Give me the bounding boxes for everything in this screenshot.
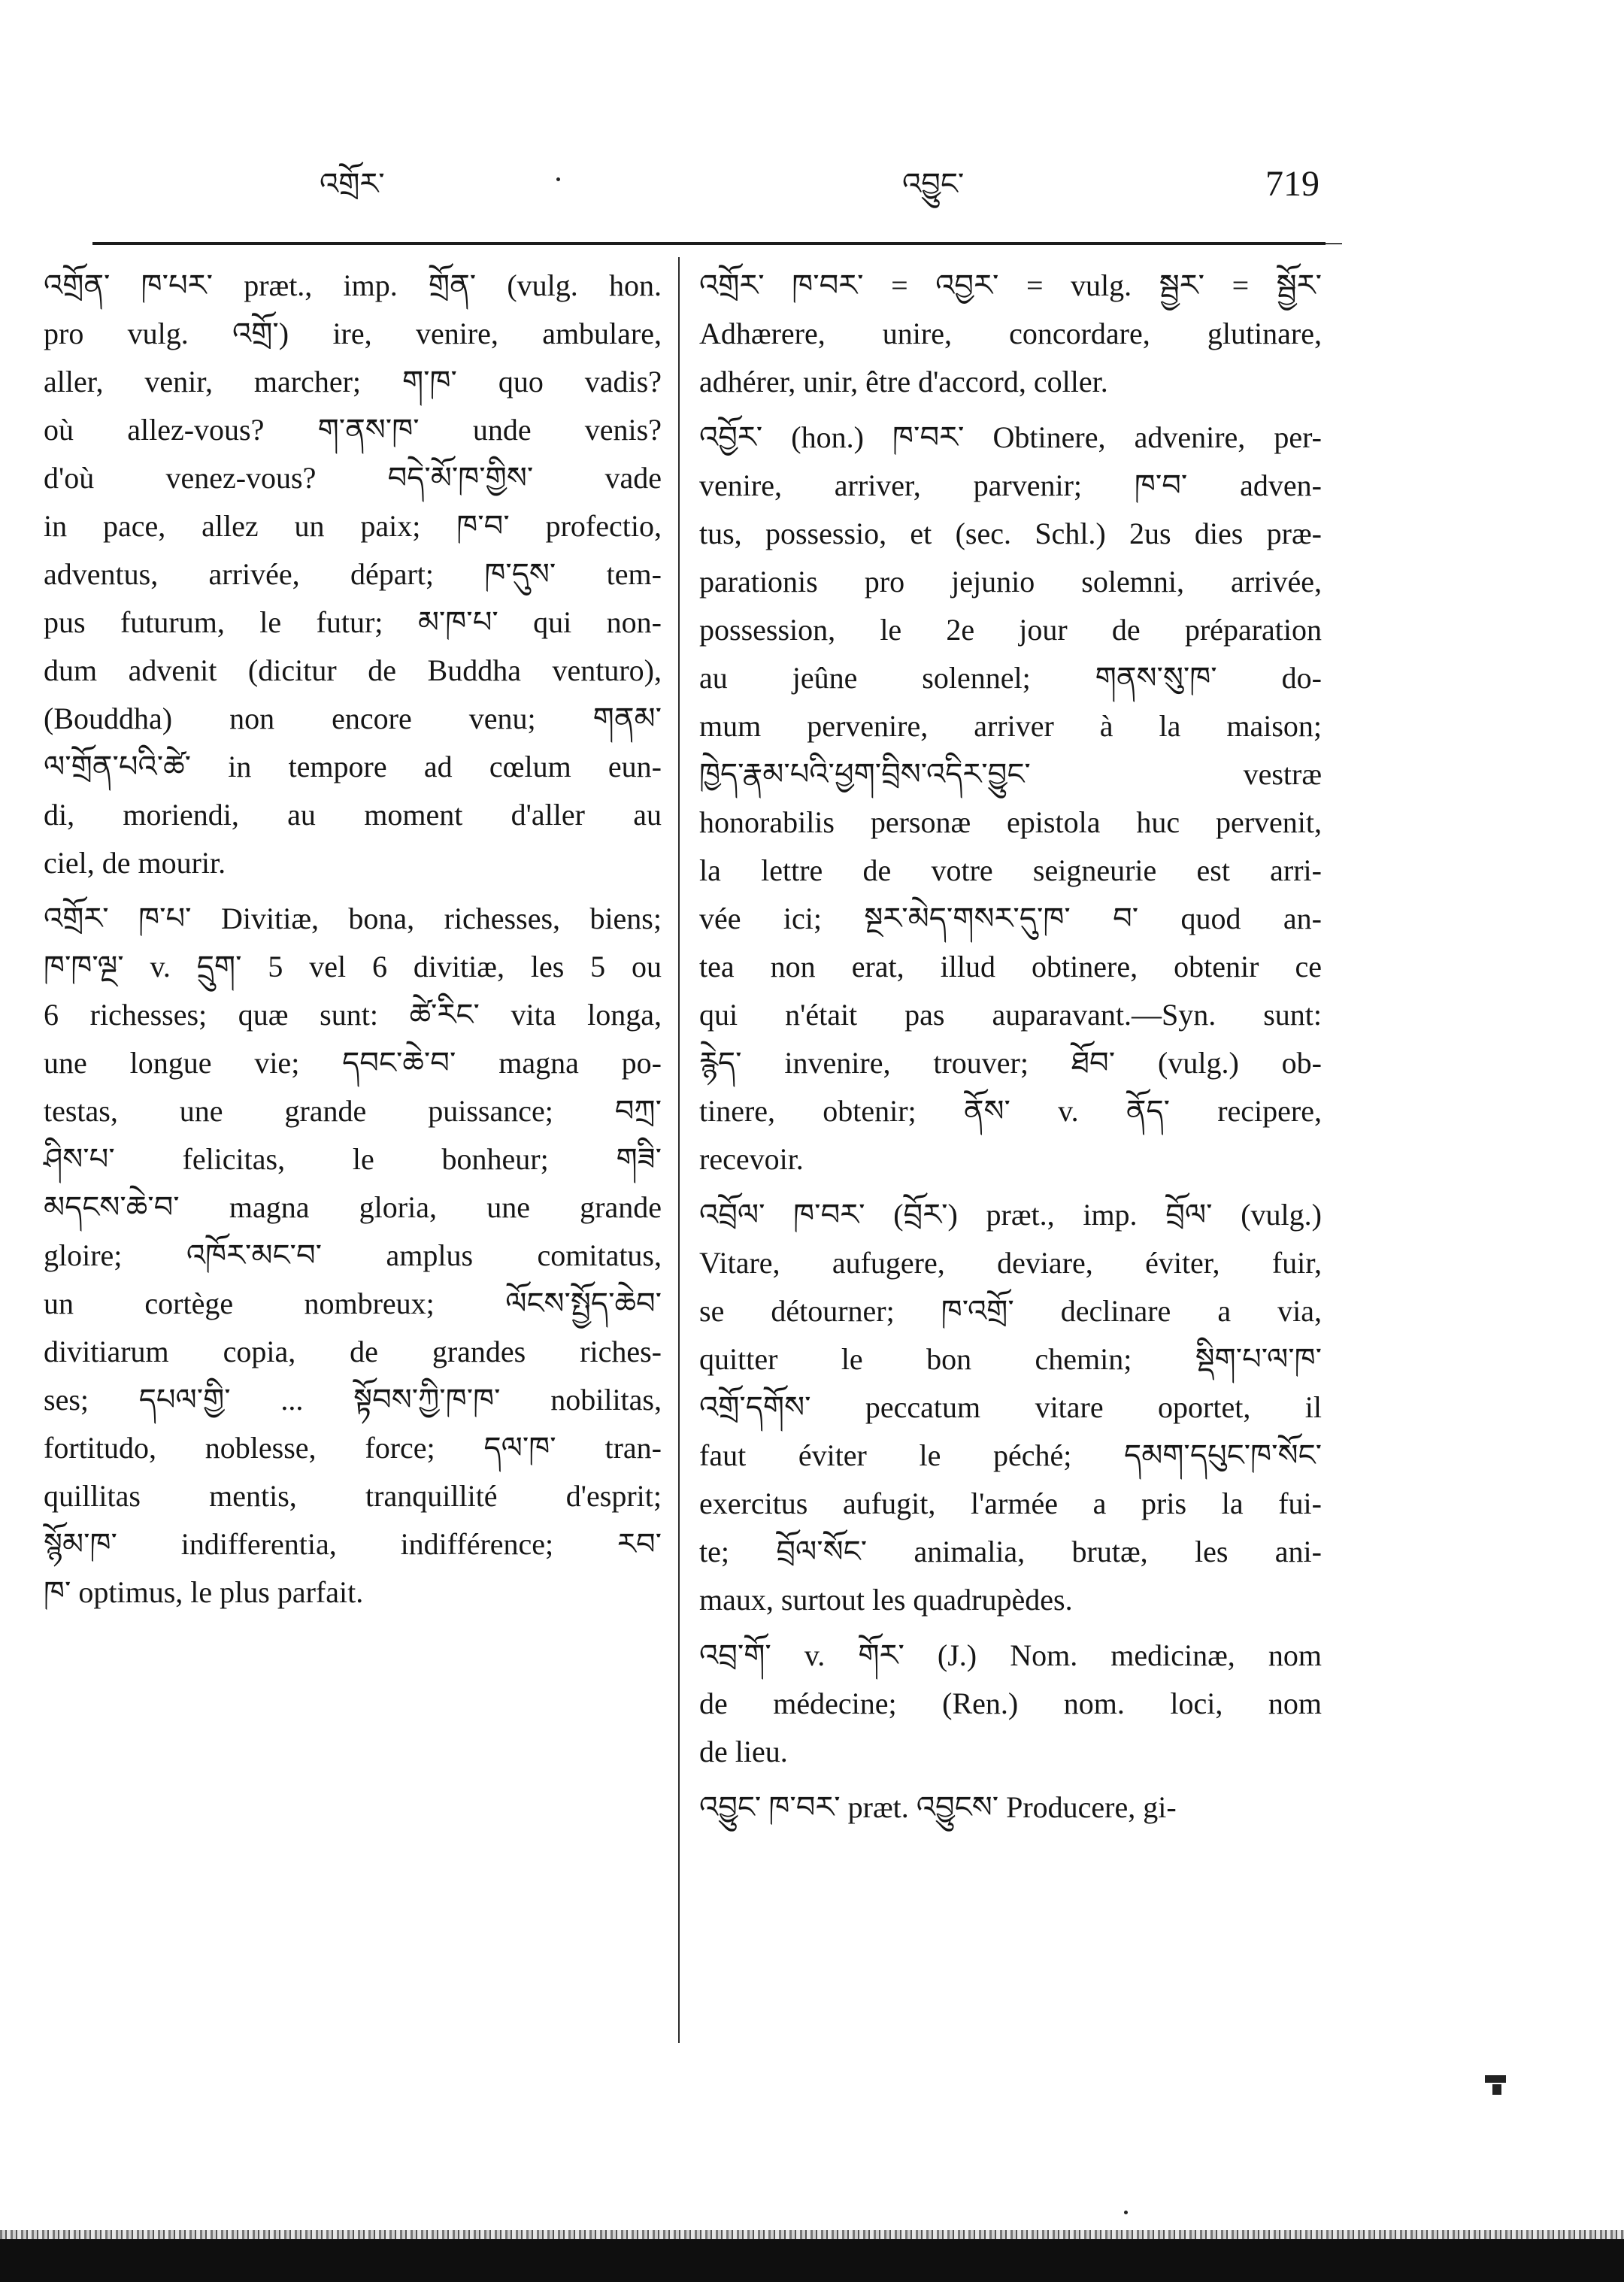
entry-line: (Bouddha) non encore venu; གནམ་ — [44, 702, 662, 735]
entry-line: dum advenit (dicitur de Buddha venturo), — [44, 653, 662, 687]
entry-line: exercitus aufugit, l'armée a pris la fui- — [699, 1486, 1322, 1520]
entry-line: 6 richesses; quæ sunt: ཚེ་རིང་ vita longa, — [44, 998, 662, 1032]
entry-line: faut éviter le péché; དམག་དཔུང་ཁ་སོང་ — [699, 1438, 1322, 1472]
entry-line: ལ་གྲོན་པའི་ཚེ་ in tempore ad cœlum eun- — [44, 750, 662, 783]
entry-line: ཁ་ optimus, le plus parfait. — [44, 1575, 364, 1609]
entry-line: qui n'était pas auparavant.—Syn. sunt: — [699, 998, 1322, 1032]
page-number: 719 — [1265, 164, 1320, 204]
entry-line: divitiarum copia, de grandes riches- — [44, 1335, 662, 1368]
entry-line: adhérer, unir, être d'accord, coller. — [699, 365, 1108, 399]
entry-line: fortitudo, noblesse, force; དལ་ཁ་ tran- — [44, 1431, 662, 1465]
speck — [1124, 2211, 1128, 2214]
entry-line: pus futurum, le futur; མ་ཁ་པ་ qui non- — [44, 605, 662, 639]
entry-line: Adhærere, unire, concordare, glutinare, — [699, 317, 1322, 350]
right-column — [699, 262, 1322, 1839]
entry-line: de médecine; (Ren.) nom. loci, nom — [699, 1686, 1322, 1720]
entry-line: འགྲོ་དགོས་ peccatum vitare oportet, il — [699, 1390, 1322, 1424]
entry-line: possession, le 2e jour de préparation — [699, 613, 1322, 647]
entry-line: quillitas mentis, tranquillité d'esprit; — [44, 1479, 662, 1513]
entry-line: aller, venir, marcher; ག་ཁ་ quo vadis? — [44, 365, 662, 399]
header-left-word: འགྲོར་ — [320, 167, 385, 202]
entry-line: gloire; འཁོར་མང་བ་ amplus comitatus, — [44, 1238, 662, 1272]
entry-line: testas, une grande puissance; བཀྲ་ — [44, 1094, 662, 1128]
margin-mark — [1492, 2084, 1501, 2095]
header-center-word: འབྱུང་ — [902, 167, 965, 202]
dictionary-entry — [699, 1191, 1322, 1624]
entry-line: la lettre de votre seigneurie est arri- — [699, 853, 1322, 887]
entry-line: ཤིས་པ་ felicitas, le bonheur; གཟི་ — [44, 1142, 662, 1176]
entry-line: tinere, obtenir; ནོས་ v. ནོད་ recipere, — [699, 1094, 1322, 1128]
dictionary-entry — [44, 895, 662, 1617]
dictionary-entry — [699, 1632, 1322, 1776]
entry-line: ཁྱེད་རྣམ་པའི་ཕྱག་བྲིས་འདིར་བྱུང་ vestræ — [699, 757, 1322, 791]
scan-edge — [0, 2230, 1624, 2239]
column-divider — [678, 257, 680, 2043]
entry-line: de lieu. — [699, 1735, 788, 1768]
entry-line: honorabilis personæ epistola huc pervenit, — [699, 805, 1322, 839]
speck — [556, 177, 560, 181]
entry-line: འགྲོར་ ཁ་བར་ = འབྱར་ = vulg. སྦྱར་ = སྦྱོར་ — [699, 268, 1322, 302]
entry-line: འབྱུང་ ཁ་བར་ præt. འབྱུངས་ Producere, gi- — [699, 1790, 1177, 1824]
entry-line: se détourner; ཁ་འགྲོ་ declinare a via, — [699, 1294, 1322, 1328]
entry-line: འབྲ་གོ་ v. གོར་ (J.) Nom. medicinæ, nom — [699, 1638, 1322, 1672]
dictionary-entry — [44, 262, 662, 887]
entry-line: quitter le bon chemin; སྡིག་པ་ལ་ཁ་ — [699, 1342, 1322, 1376]
entry-line: འགྲོར་ ཁ་པ་ Divitiæ, bona, richesses, biens; — [44, 902, 662, 935]
entry-line: ses; དཔལ་གྱི་ ... སྟོབས་ཀྱི་ཁ་ཁ་ nobilitas, — [44, 1383, 662, 1417]
entry-line: རྙེད་ invenire, trouver; ཐོབ་ (vulg.) ob- — [699, 1046, 1322, 1080]
entry-line: in pace, allez un paix; ཁ་བ་ profectio, — [44, 509, 662, 543]
entry-line: te; བྲོལ་སོང་ animalia, brutæ, les ani- — [699, 1535, 1322, 1568]
entry-line: où allez-vous? ག་ནས་ཁ་ unde venis? — [44, 413, 662, 447]
dictionary-entry — [699, 414, 1322, 1183]
header-rule-tail — [1326, 243, 1342, 244]
margin-mark — [1485, 2075, 1506, 2083]
entry-line: ཁ་ཁ་ལྔ་ v. དྲུག་ 5 vel 6 divitiæ, les 5 ou — [44, 950, 662, 983]
entry-line: མདངས་ཆེ་བ་ magna gloria, une grande — [44, 1190, 662, 1224]
entry-line: ciel, de mourir. — [44, 846, 226, 880]
entry-line: d'où venez-vous? བདེ་མོ་ཁ་གྱིས་ vade — [44, 461, 662, 495]
entry-line: འབྲོལ་ ཁ་བར་ (བྲོར་) præt., imp. བྲོལ་ (vulg.) — [699, 1198, 1322, 1232]
entry-line: Vitare, aufugere, deviare, éviter, fuir, — [699, 1246, 1322, 1280]
entry-line: སྙོམ་ཁ་ indifferentia, indifférence; རབ་ — [44, 1527, 662, 1561]
entry-line: tus, possessio, et (sec. Schl.) 2us dies præ- — [699, 517, 1322, 550]
dictionary-entry — [699, 262, 1322, 406]
entry-line: recevoir. — [699, 1142, 804, 1176]
entry-line: parationis pro jejunio solemni, arrivée, — [699, 565, 1322, 599]
entry-line: au jeûne solennel; གནས་སུ་ཁ་ do- — [699, 661, 1322, 695]
entry-line: un cortège nombreux; ལོངས་སྤྱོད་ཆེབ་ — [44, 1286, 662, 1320]
entry-line: adventus, arrivée, départ; ཁ་དུས་ tem- — [44, 557, 662, 591]
entry-line: venire, arriver, parvenir; ཁ་བ་ adven- — [699, 468, 1322, 502]
entry-line: tea non erat, illud obtinere, obtenir ce — [699, 950, 1322, 983]
entry-line: maux, surtout les quadrupèdes. — [699, 1583, 1073, 1617]
dictionary-entry — [699, 1783, 1322, 1832]
entry-line: འགྲོན་ ཁ་པར་ præt., imp. གྲོན་ (vulg. hon. — [44, 268, 662, 302]
entry-line: འབྱོར་ (hon.) ཁ་བར་ Obtinere, advenire, per- — [699, 420, 1322, 454]
entry-line: mum pervenire, arriver à la maison; — [699, 709, 1322, 743]
left-column — [44, 262, 662, 1624]
entry-line: pro vulg. འགྲོ་) ire, venire, ambulare, — [44, 317, 662, 350]
entry-line: di, moriendi, au moment d'aller au — [44, 798, 662, 832]
header-rule — [92, 242, 1326, 245]
scan-border — [0, 2239, 1624, 2282]
entry-line: vée ici; སྔར་མེད་གསར་དུ་ཁ་ བ་ quod an- — [699, 902, 1322, 935]
entry-line: une longue vie; དབང་ཆེ་བ་ magna po- — [44, 1046, 662, 1080]
